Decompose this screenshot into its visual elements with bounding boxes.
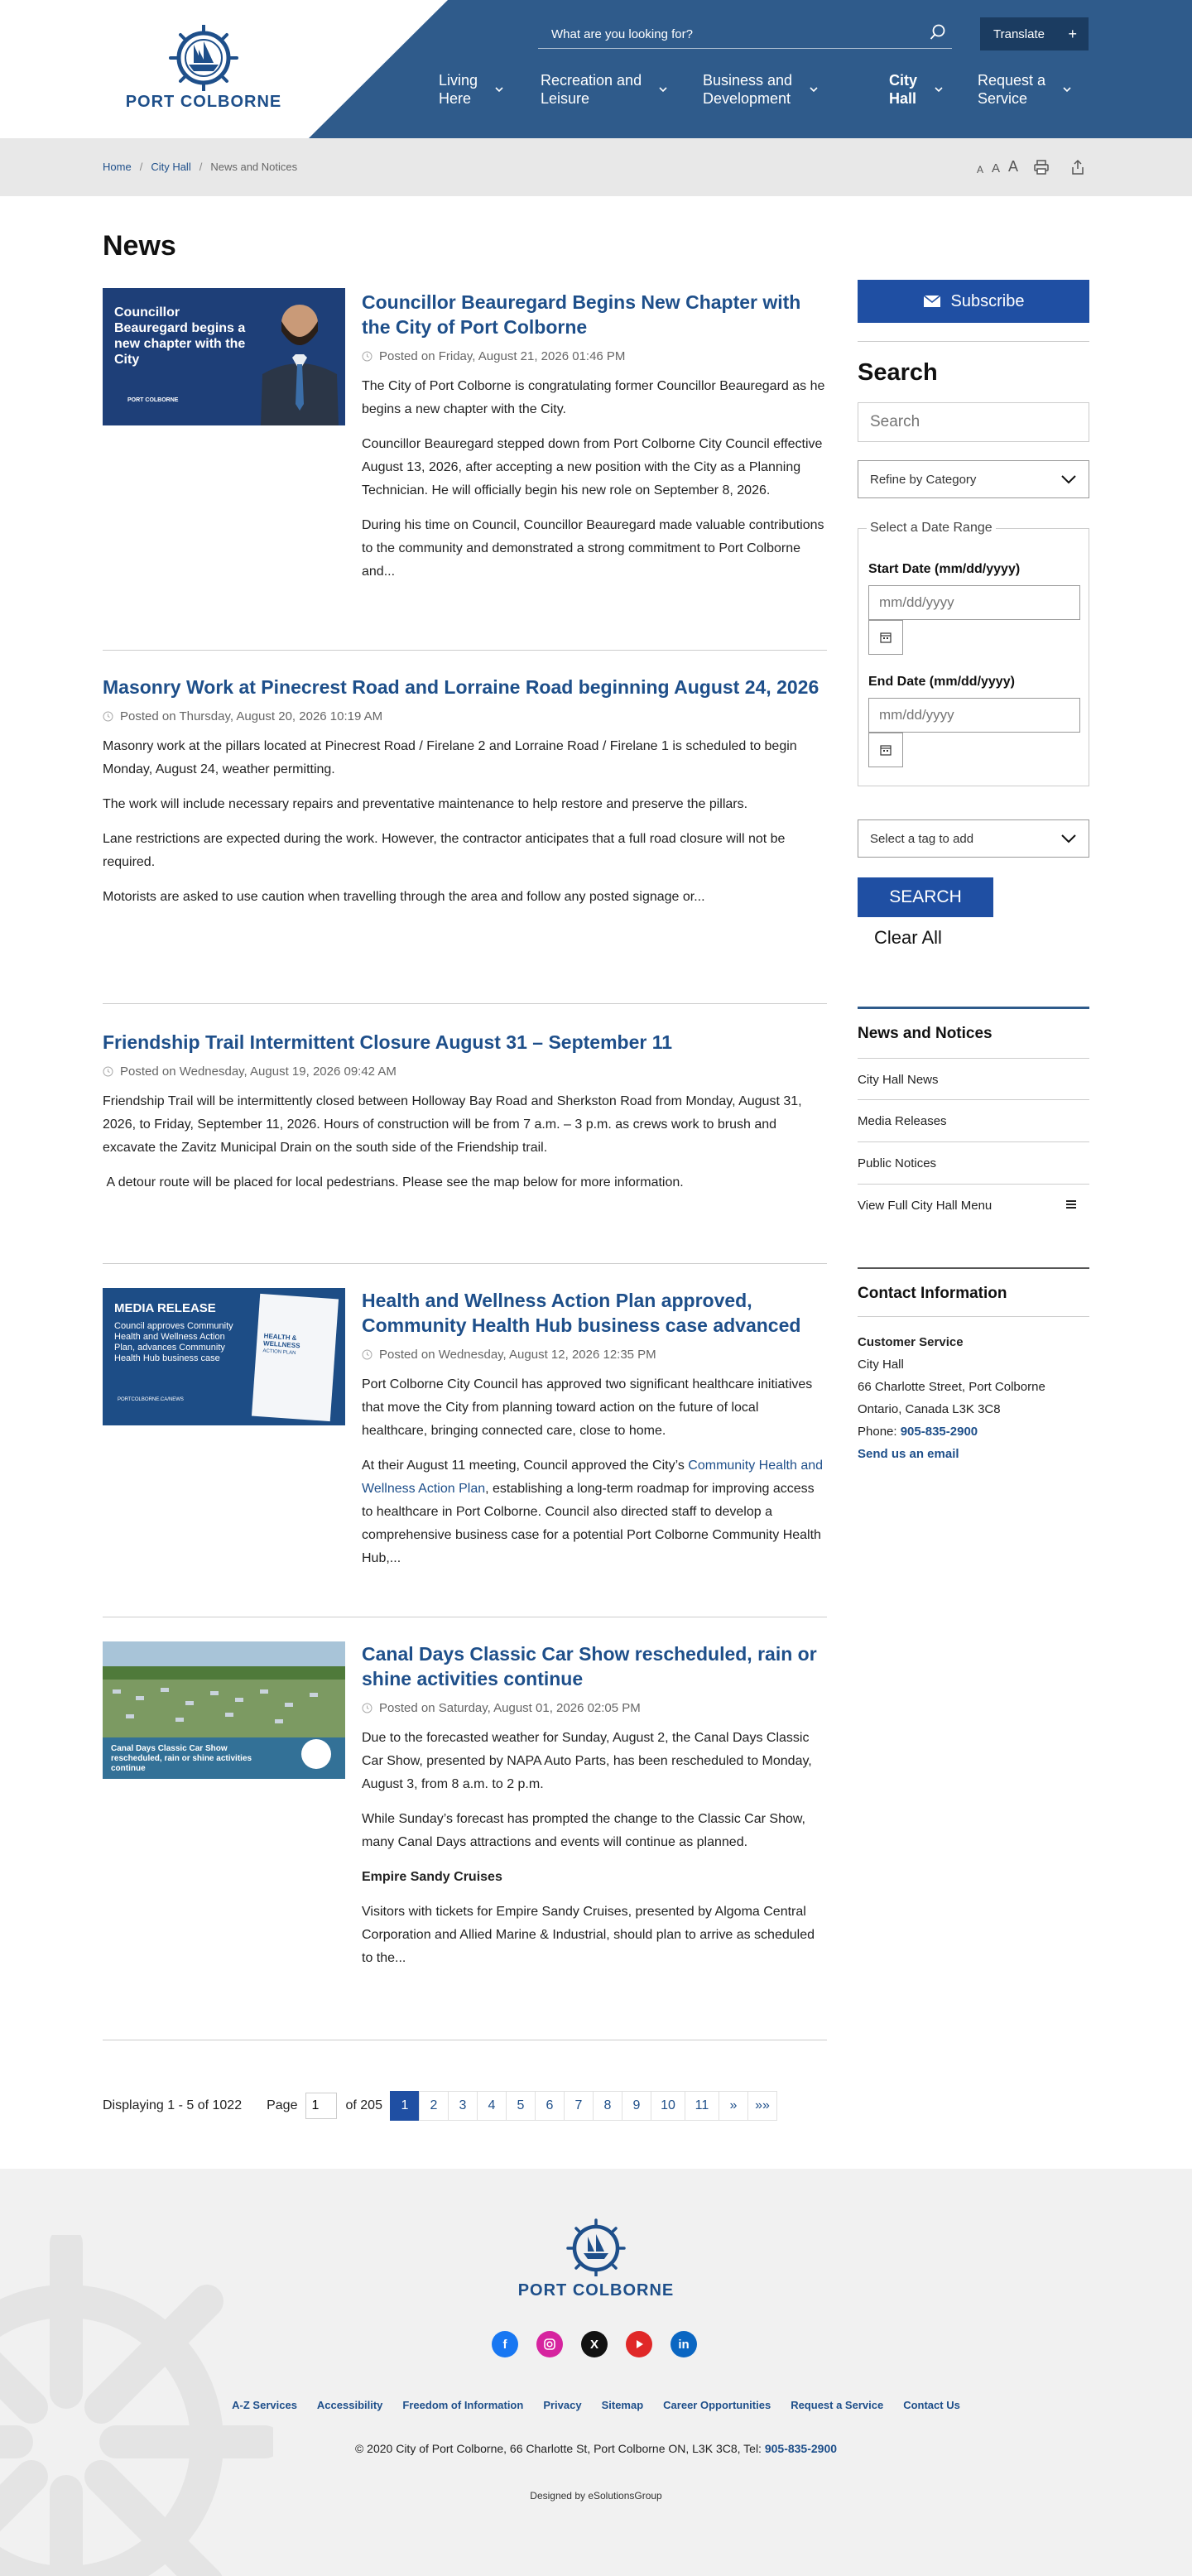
contact-email-link[interactable]: Send us an email: [858, 1447, 959, 1461]
tag-select[interactable]: [858, 819, 1089, 858]
article-friendship-trail: [103, 1030, 827, 1194]
search-heading: Search: [858, 359, 938, 386]
page-link-3[interactable]: 3: [448, 2091, 478, 2121]
nav-line: Service: [978, 90, 1028, 107]
article-title[interactable]: Friendship Trail Intermittent Closure August 31 – September 11: [103, 1031, 673, 1053]
site-header: [0, 0, 1192, 138]
chevron-down-icon: [658, 84, 668, 94]
select-label: Refine by Category: [870, 472, 977, 487]
breadcrumb: [103, 161, 297, 173]
clock-icon: [103, 711, 113, 722]
chevron-down-icon: [809, 84, 819, 94]
plus-icon: +: [1068, 25, 1077, 42]
article-paragraph: Port Colborne City Council has approved two significant healthcare initiatives that move the City from planning toward action on the future of local healthcare, bringing connected care, close to home.: [362, 1377, 813, 1438]
nav-line: Request a: [978, 72, 1046, 89]
footer-logo-text: PORT COLBORNE: [517, 2281, 675, 2300]
page-link-8[interactable]: 8: [593, 2091, 622, 2121]
posted-text: Posted on Friday, August 21, 2026 01:46 PM: [379, 349, 626, 363]
chevron-down-icon: [1060, 834, 1077, 843]
article-paragraph: Masonry work at the pillars located at Pinecrest Road / Firelane 2 and Lorraine Road / Firelane 1 is scheduled to begin Monday, August 24, weather permitting.: [103, 739, 797, 776]
clock-icon: [362, 1349, 372, 1360]
article-thumbnail[interactable]: [103, 1641, 345, 1779]
sidebar-divider: [858, 1316, 1089, 1317]
footer-link-az-services[interactable]: A-Z Services: [232, 2399, 297, 2411]
nav-line: Recreation and: [541, 72, 642, 89]
article-thumbnail[interactable]: [103, 1288, 345, 1425]
translate-label: Translate: [993, 26, 1045, 41]
date-range-legend: Select a Date Range: [867, 521, 996, 536]
linkedin-icon[interactable]: in: [670, 2331, 697, 2357]
start-date-input[interactable]: [868, 585, 1080, 620]
nav-label: [703, 71, 792, 108]
article-divider: [103, 1003, 827, 1004]
sidebar-divider: [858, 341, 1089, 342]
section-rule: [858, 1267, 1089, 1269]
nav-label: [439, 71, 478, 108]
calendar-icon: [880, 632, 892, 643]
article-paragraph: Friendship Trail will be intermittently closed between Holloway Bay Road and Sherkston Road from Monday, August 31, 2026, to Friday, September 11, 2026. Hours of construction will be from 7 a.m. – 3 p.m. as crews work to brush and excavate the Zavitz Municipal Drain on the south side of the Friendship trail.: [103, 1094, 802, 1155]
nav-line: Development: [703, 90, 791, 107]
nav-business-development[interactable]: [703, 71, 819, 108]
breadcrumb-home[interactable]: Home: [103, 161, 132, 173]
contact-address-1: 66 Charlotte Street, Port Colborne: [858, 1380, 1045, 1394]
breadcrumb-current: News and Notices: [210, 161, 298, 173]
article-paragraph: While Sunday’s forecast has prompted the change to the Classic Car Show, many Canal Days attractions and events will continue as planned.: [362, 1812, 805, 1849]
contact-dept: City Hall: [858, 1358, 904, 1372]
paragraph-text: , establishing a long-term roadmap for improving access to healthcare in Port Colborne. Council also directed staff to develop a comprehensive business case for a potential Port Colborne Community Health Hub,...: [362, 1482, 821, 1565]
article-paragraph: [362, 1454, 827, 1570]
article-divider: [103, 650, 827, 651]
text-size-small-icon[interactable]: A: [977, 164, 984, 175]
print-icon[interactable]: [1033, 159, 1050, 175]
posted-text: Posted on Wednesday, August 19, 2026 09:42 AM: [120, 1065, 397, 1079]
chevron-down-icon: [934, 84, 944, 94]
footer-links: [0, 2399, 1192, 2411]
article-paragraph: Councillor Beauregard stepped down from Port Colborne City Council effective August 13, 2026, after accepting a new position with the City as a Planning Technician. He will officially begin his new role on September 8, 2026.: [362, 437, 823, 497]
nav-line: Living: [439, 72, 478, 89]
subscribe-button[interactable]: [858, 280, 1089, 323]
x-icon[interactable]: X: [581, 2331, 608, 2357]
designed-by: Designed by eSolutionsGroup: [530, 2490, 662, 2502]
page-link-4[interactable]: 4: [477, 2091, 507, 2121]
thumbnail-heading: MEDIA RELEASE: [114, 1301, 216, 1315]
breadcrumb-bar: [0, 138, 1192, 196]
article-health-wellness: [362, 1288, 827, 1570]
article-paragraph: Motorists are asked to use caution when travelling through the area and follow any posted signage or...: [103, 890, 705, 904]
article-date: [362, 349, 827, 363]
nav-living-here[interactable]: [439, 71, 504, 108]
search-submit-button[interactable]: SEARCH: [858, 877, 993, 917]
result-count: Displaying 1 - 5 of 1022: [103, 2098, 243, 2112]
chevron-down-icon: [1060, 474, 1077, 484]
chevron-down-icon: [1062, 84, 1072, 94]
sidebar-divider: [858, 1184, 1089, 1185]
article-paragraph: During his time on Council, Councillor Beauregard made valuable contributions to the community and demonstrated a strong commitment to Port Colborne and...: [362, 518, 824, 579]
contact-heading: Contact Information: [858, 1285, 1007, 1302]
contact-phone: [858, 1420, 1098, 1443]
clock-icon: [103, 1066, 113, 1077]
logo-text: PORT COLBORNE: [125, 93, 282, 111]
refine-category-select[interactable]: [858, 460, 1089, 498]
subscribe-label: Subscribe: [950, 291, 1025, 310]
contact-address-2: Ontario, Canada L3K 3C8: [858, 1402, 1001, 1416]
document-cover-title: HEALTH & WELLNESS: [262, 1332, 300, 1350]
article-paragraph: The City of Port Colborne is congratulating former Councillor Beauregard as he begins a new chapter with the City.: [362, 379, 825, 416]
page-link-1[interactable]: 1: [390, 2091, 420, 2121]
instagram-glyph-icon: [543, 2338, 556, 2351]
site-search: [538, 18, 952, 49]
article-divider: [103, 1263, 827, 1264]
page-number-input[interactable]: [305, 2093, 337, 2119]
action-plan-link[interactable]: Community Health and Wellness Action Plan: [362, 1459, 824, 1496]
end-date-input[interactable]: [868, 698, 1080, 733]
article-date: [362, 1348, 827, 1362]
posted-text: Posted on Saturday, August 01, 2026 02:05 PM: [379, 1701, 641, 1715]
footer-link-contact-us[interactable]: Contact Us: [903, 2399, 960, 2411]
paragraph-text: At their August 11 meeting, Council approved the City’s: [362, 1459, 689, 1473]
thumbnail-caption: Councillor Beauregard begins a new chapter with the City: [114, 305, 246, 367]
person-portrait-icon: [254, 288, 345, 425]
nav-line: Hall: [889, 90, 917, 107]
article-thumbnail[interactable]: [103, 288, 345, 425]
contact-phone-link[interactable]: 905-835-2900: [900, 1425, 978, 1439]
article-paragraph: The work will include necessary repairs and preventative maintenance to help restore and preserve the pillars.: [103, 797, 748, 811]
posted-text: Posted on Wednesday, August 12, 2026 12:35 PM: [379, 1348, 656, 1362]
sidebar-divider: [858, 1099, 1089, 1100]
article-title[interactable]: Canal Days Classic Car Show rescheduled, rain or shine activities continue: [362, 1643, 817, 1689]
thumbnail-caption: Council approves Community Health and Wellness Action Plan, advances Community Health Hub business case: [114, 1321, 233, 1363]
contact-title: Customer Service: [858, 1335, 964, 1349]
nav-city-hall[interactable]: [889, 71, 944, 108]
article-subheading: Empire Sandy Cruises: [362, 1870, 502, 1884]
copyright: [0, 2442, 1192, 2455]
sidebar-divider: [858, 1141, 1089, 1142]
article-paragraph: Visitors with tickets for Empire Sandy Cruises, presented by Algoma Central Corporation and Allied Marine & Industrial, should plan to arrive as scheduled to the...: [362, 1905, 815, 1965]
site-search-input[interactable]: [551, 25, 916, 43]
thumbnail-logo-text: PORT COLBORNE: [127, 397, 179, 403]
start-date-label: Start Date (mm/dd/yyyy): [868, 562, 1021, 576]
page-link-9[interactable]: 9: [622, 2091, 651, 2121]
article-date: [103, 1065, 827, 1079]
nav-request-service[interactable]: [978, 71, 1072, 108]
site-logo[interactable]: [103, 25, 305, 116]
page-link-5[interactable]: 5: [506, 2091, 536, 2121]
last-page-link[interactable]: »»: [747, 2091, 777, 2121]
contact-info: [858, 1331, 1098, 1465]
end-date-calendar-button[interactable]: [868, 733, 903, 767]
sidebar-divider: [858, 1058, 1089, 1059]
clear-all-link[interactable]: Clear All: [874, 927, 942, 948]
page-tools: [977, 158, 1086, 175]
page-link-11[interactable]: 11: [685, 2091, 719, 2121]
calendar-icon: [880, 744, 892, 756]
page-link-10[interactable]: 10: [651, 2091, 685, 2121]
document-cover-subtitle: ACTION PLAN: [262, 1348, 296, 1357]
footer-link-career-opportunities[interactable]: Career Opportunities: [663, 2399, 771, 2411]
article-canal-days: [362, 1641, 827, 1970]
full-menu-label: View Full City Hall Menu: [858, 1199, 993, 1213]
play-icon: [633, 2338, 645, 2350]
news-notices-heading: News and Notices: [858, 1025, 993, 1042]
article-title[interactable]: Masonry Work at Pinecrest Road and Lorraine Road beginning August 24, 2026: [103, 676, 820, 698]
start-date-calendar-button[interactable]: [868, 620, 903, 655]
page-title: News: [103, 230, 176, 262]
copyright-text: © 2020 City of Port Colborne, 66 Charlotte St, Port Colborne ON, L3K 3C8, Tel:: [354, 2442, 765, 2455]
facebook-icon[interactable]: f: [492, 2331, 518, 2357]
sidebar-item-public-notices[interactable]: Public Notices: [858, 1156, 937, 1170]
breadcrumb-city-hall[interactable]: City Hall: [151, 161, 191, 173]
breadcrumb-separator: /: [139, 161, 143, 173]
nav-line: City: [889, 72, 918, 89]
nav-label: [978, 71, 1045, 108]
page-link-6[interactable]: 6: [535, 2091, 565, 2121]
sidebar-item-city-hall-news[interactable]: City Hall News: [858, 1073, 939, 1087]
social-links: [492, 2331, 697, 2357]
ship-wheel-logo-icon: [493, 2218, 699, 2276]
clock-icon: [362, 1703, 372, 1713]
sidebar-item-media-releases[interactable]: Media Releases: [858, 1114, 947, 1128]
posted-text: Posted on Thursday, August 20, 2026 10:19 AM: [120, 709, 383, 723]
footer-link-privacy[interactable]: Privacy: [543, 2399, 582, 2411]
search-icon[interactable]: [929, 23, 947, 41]
nav-recreation-leisure[interactable]: [541, 71, 668, 108]
footer-link-sitemap[interactable]: Sitemap: [601, 2399, 644, 2411]
thumbnail-caption: Canal Days Classic Car Show rescheduled, rain or shine activities continue: [111, 1744, 252, 1773]
document-cover: [252, 1294, 339, 1421]
chevron-down-icon: [494, 84, 504, 94]
article-paragraph: A detour route will be placed for local pedestrians. Please see the map below for more information.: [103, 1175, 684, 1189]
nav-label: [541, 71, 642, 108]
nav-label: [889, 71, 917, 108]
youtube-icon[interactable]: [626, 2331, 652, 2357]
article-date: [362, 1701, 827, 1715]
text-size-large-icon[interactable]: A: [1008, 158, 1019, 175]
article-councillor-beauregard: [362, 290, 827, 584]
footer-link-request-service[interactable]: Request a Service: [791, 2399, 884, 2411]
article-paragraph: Due to the forecasted weather for Sunday, August 2, the Canal Days Classic Car Show, presented by NAPA Auto Parts, has been rescheduled to Monday, August 3, from 8 a.m. to 2 p.m.: [362, 1731, 812, 1791]
article-title[interactable]: Councillor Beauregard Begins New Chapter with the City of Port Colborne: [362, 291, 801, 338]
footer-link-accessibility[interactable]: Accessibility: [316, 2399, 383, 2411]
translate-button[interactable]: [980, 17, 1089, 50]
pagination: [103, 2091, 827, 2121]
sidebar-search-input[interactable]: [858, 402, 1089, 442]
article-masonry-work: [103, 675, 827, 909]
phone-label: Phone:: [858, 1425, 901, 1439]
text-size-medium-icon[interactable]: A: [992, 161, 1001, 175]
thumbnail-url: PORTCOLBORNE.CA/NEWS: [118, 1397, 184, 1402]
breadcrumb-separator: /: [199, 161, 203, 173]
section-rule: [858, 1007, 1089, 1009]
nav-line: Business and: [703, 72, 793, 89]
date-range-group: [858, 521, 1089, 786]
site-footer: [0, 2169, 1192, 2576]
page-link-7[interactable]: 7: [564, 2091, 594, 2121]
footer-phone-link[interactable]: 905-835-2900: [764, 2442, 838, 2455]
select-label: Select a tag to add: [870, 831, 974, 846]
page-label: Page: [267, 2098, 298, 2112]
page-total: of 205: [345, 2098, 382, 2112]
page-link-2[interactable]: 2: [419, 2091, 449, 2121]
article-title[interactable]: Health and Wellness Action Plan approved, Community Health Hub business case advanced: [362, 1290, 801, 1336]
ship-wheel-logo-icon: [103, 25, 305, 91]
instagram-icon[interactable]: [536, 2331, 563, 2357]
nav-line: Here: [439, 90, 472, 107]
envelope-icon: [923, 295, 941, 308]
end-date-label: End Date (mm/dd/yyyy): [868, 675, 1015, 689]
footer-logo[interactable]: [493, 2218, 699, 2301]
article-date: [103, 709, 827, 723]
share-icon[interactable]: [1069, 159, 1086, 175]
sidebar-item-full-menu[interactable]: [858, 1199, 1089, 1213]
clock-icon: [362, 351, 372, 362]
footer-link-freedom-of-information[interactable]: Freedom of Information: [402, 2399, 524, 2411]
article-paragraph: Lane restrictions are expected during the work. However, the contractor anticipates that a full road closure will not be required.: [103, 832, 786, 869]
next-page-link[interactable]: »: [719, 2091, 748, 2121]
nav-line: Leisure: [541, 90, 590, 107]
menu-icon: [1065, 1199, 1078, 1210]
